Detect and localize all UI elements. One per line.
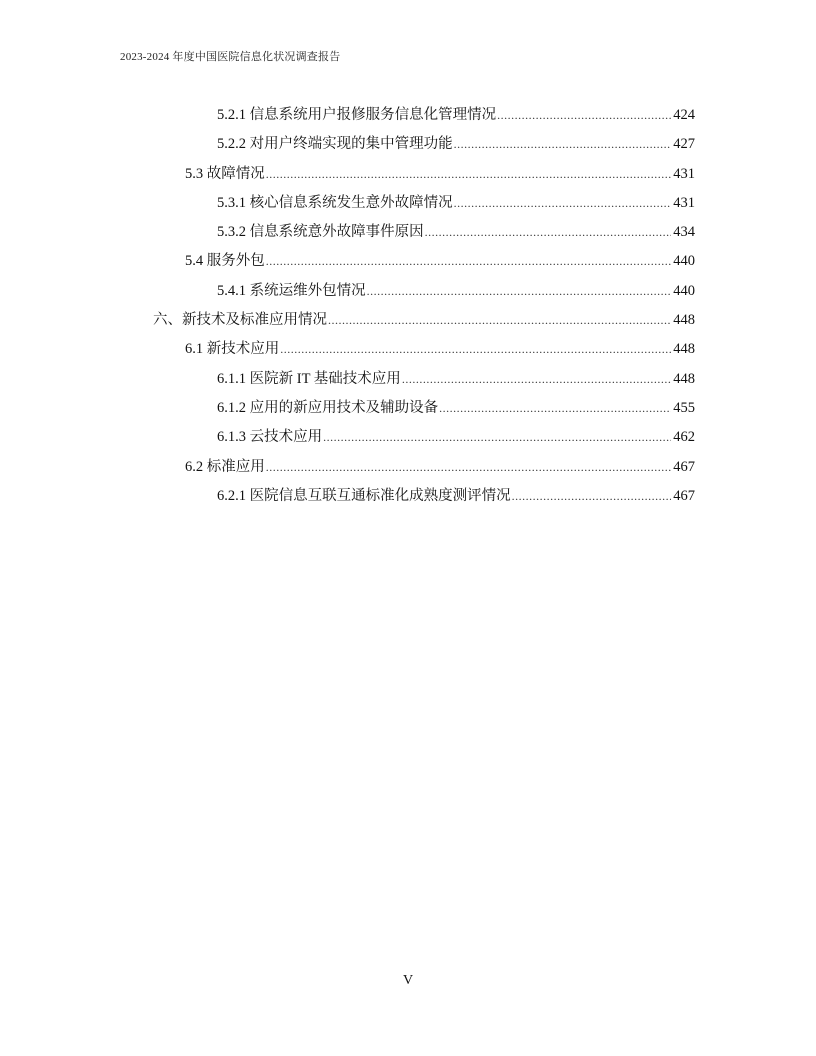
toc-entry-title: 6.2.1 医院信息互联互通标准化成熟度测评情况 [217, 487, 511, 504]
toc-entry[interactable] [0, 484, 816, 513]
toc-entry-title: 6.2 标准应用 [185, 458, 265, 475]
toc-entry-page-number: 455 [673, 399, 695, 416]
toc-entry-page-number: 462 [673, 429, 695, 446]
toc-entry-title: 5.3.1 核心信息系统发生意外故障情况 [217, 194, 453, 211]
toc-dot-leader [328, 313, 671, 328]
toc-entry-page-number: 427 [673, 136, 695, 153]
running-header: 2023-2024 年度中国医院信息化状况调查报告 [120, 51, 341, 63]
toc-entry[interactable] [0, 220, 816, 249]
toc-dot-leader [266, 460, 672, 475]
toc-dot-leader [497, 108, 671, 123]
toc-dot-leader [454, 137, 672, 152]
toc-dot-leader [367, 284, 672, 299]
toc-entry-title: 6.1.3 云技术应用 [217, 429, 323, 446]
toc-entry[interactable] [0, 337, 816, 366]
toc-dot-leader [323, 430, 671, 445]
toc-entry-page-number: 448 [673, 370, 695, 387]
toc-entry-title: 5.2.2 对用户终端实现的集中管理功能 [217, 136, 453, 153]
toc-dot-leader [454, 196, 672, 211]
toc-entry-page-number: 434 [673, 224, 695, 241]
toc-entry-page-number: 424 [673, 107, 695, 123]
toc-entry[interactable] [0, 455, 816, 484]
toc-entry-page-number: 431 [673, 165, 695, 182]
toc-entry-title: 5.4 服务外包 [185, 253, 265, 270]
toc-entry-title: 六、新技术及标准应用情况 [153, 312, 327, 329]
toc-entry-title: 6.1 新技术应用 [185, 341, 280, 358]
toc-entry-title: 5.3 故障情况 [185, 165, 265, 182]
table-of-contents [0, 103, 816, 513]
toc-entry-title: 6.1.2 应用的新应用技术及辅助设备 [217, 399, 439, 416]
toc-dot-leader [266, 167, 672, 182]
toc-entry[interactable] [0, 279, 816, 308]
toc-entry[interactable] [0, 249, 816, 278]
toc-entry[interactable] [0, 132, 816, 161]
toc-entry[interactable] [0, 162, 816, 191]
page-number: V [402, 973, 414, 988]
toc-entry-page-number: 467 [673, 487, 695, 504]
toc-dot-leader [425, 225, 672, 240]
toc-entry-page-number: 440 [673, 253, 695, 270]
toc-dot-leader [512, 489, 672, 504]
toc-dot-leader [280, 342, 671, 357]
toc-entry-title: 5.2.1 信息系统用户报修服务信息化管理情况 [217, 107, 497, 123]
toc-entry-page-number: 448 [673, 312, 695, 329]
toc-entry-page-number: 440 [673, 282, 695, 299]
toc-dot-leader [266, 254, 672, 269]
toc-entry[interactable] [0, 425, 816, 454]
toc-entry[interactable] [0, 191, 816, 220]
toc-dot-leader [439, 401, 671, 416]
toc-entry-title: 5.4.1 系统运维外包情况 [217, 282, 366, 299]
toc-entry-page-number: 467 [673, 458, 695, 475]
toc-entry-title: 6.1.1 医院新 IT 基础技术应用 [217, 370, 401, 387]
toc-entry-title: 5.3.2 信息系统意外故障事件原因 [217, 224, 424, 241]
toc-entry[interactable] [0, 103, 816, 132]
toc-entry[interactable] [0, 367, 816, 396]
toc-entry-page-number: 431 [673, 194, 695, 211]
toc-entry[interactable] [0, 308, 816, 337]
toc-dot-leader [402, 372, 671, 387]
toc-entry[interactable] [0, 396, 816, 425]
toc-entry-page-number: 448 [673, 341, 695, 358]
